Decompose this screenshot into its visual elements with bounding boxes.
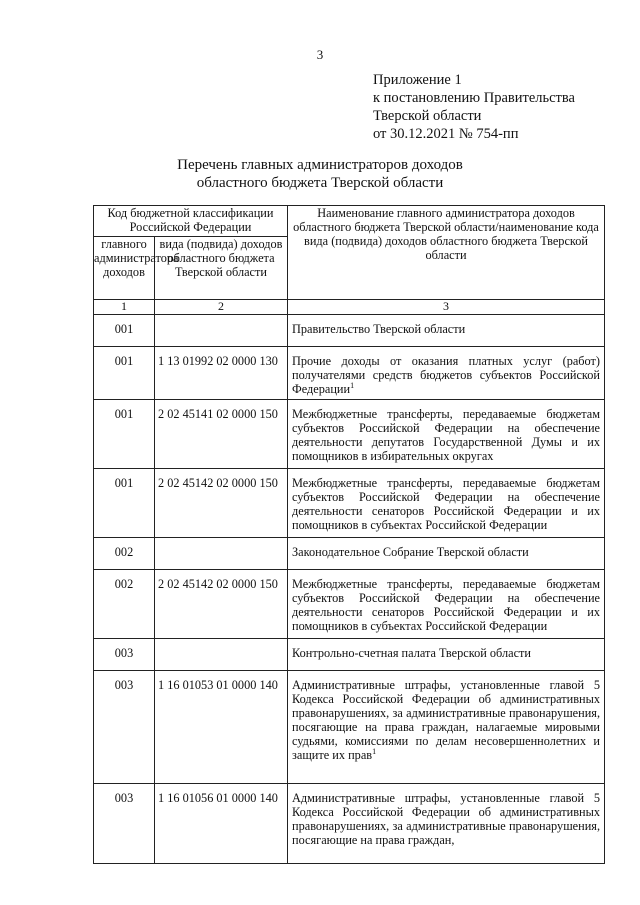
table-row	[94, 400, 605, 469]
revenue-code-cell	[155, 639, 288, 671]
name-text: Контрольно-счетная палата Тверской области	[292, 646, 531, 660]
admin-code-cell: 002	[94, 538, 155, 570]
revenue-code-cell	[155, 538, 288, 570]
appendix-line: от 30.12.2021 № 754-пп	[373, 126, 519, 142]
table-row	[94, 570, 605, 639]
name-text: Межбюджетные трансферты, передаваемые бюджетам субъектов Российской Федерации на обеспечение деятельности сенаторов Российской Федерации и их помощников в субъектах Российской Федерации	[292, 577, 601, 633]
table-row	[94, 671, 605, 784]
document-title	[0, 156, 640, 192]
table-row	[94, 347, 605, 400]
table-row	[94, 538, 605, 570]
name-cell	[288, 469, 605, 538]
table-body	[94, 315, 605, 864]
admin-code-cell: 001	[94, 315, 155, 347]
footnote-marker: 1	[350, 380, 355, 390]
revenue-code-cell: 2 02 45141 02 0000 150	[155, 400, 288, 469]
name-text: Прочие доходы от оказания платных услуг (работ) получателями средств бюджетов субъектов Российской Федерации	[292, 354, 601, 396]
name-text: Межбюджетные трансферты, передаваемые бюджетам субъектов Российской Федерации на обеспечение деятельности сенаторов Российской Федерации и их помощников в субъектах Российской Федерации	[292, 476, 601, 532]
admin-code-cell: 002	[94, 570, 155, 639]
title-line: областного бюджета Тверской области	[196, 175, 444, 191]
revenue-code-cell: 2 02 45142 02 0000 150	[155, 469, 288, 538]
revenue-administrators-table	[93, 205, 605, 864]
table-row	[94, 639, 605, 671]
appendix-block	[373, 71, 575, 143]
revenue-code-cell: 1 16 01053 01 0000 140	[155, 671, 288, 784]
revenue-code-cell: 2 02 45142 02 0000 150	[155, 570, 288, 639]
header-name: Наименование главного администратора доходов областного бюджета Тверской области/наименование кода вида (подвида) доходов областного бюджета Тверской области	[288, 206, 605, 300]
header-revenue-code: вида (подвида) доходов областного бюджета Тверской области	[155, 237, 288, 300]
footnote-marker: 1	[372, 746, 377, 756]
column-number: 2	[155, 300, 288, 315]
table-row	[94, 469, 605, 538]
revenue-code-cell: 1 16 01056 01 0000 140	[155, 784, 288, 864]
name-cell	[288, 347, 605, 400]
name-cell	[288, 784, 605, 864]
name-text: Административные штрафы, установленные главой 5 Кодекса Российской Федерации об административных правонарушениях, за административные правонарушения, посягающие на права граждан, налагаемые мировыми судьями, комиссиями по делам несовершеннолетних и защите их прав	[292, 678, 601, 762]
name-text: Правительство Тверской области	[292, 322, 466, 336]
revenue-code-cell	[155, 315, 288, 347]
admin-code-cell: 001	[94, 400, 155, 469]
name-text: Административные штрафы, установленные главой 5 Кодекса Российской Федерации об административных правонарушениях, за административные правонарушения, посягающие на права граждан,	[292, 791, 601, 847]
table-row	[94, 784, 605, 864]
name-cell	[288, 315, 605, 347]
header-admin-code: главного администратора доходов	[94, 237, 155, 300]
page-number: 3	[316, 47, 324, 62]
name-text: Межбюджетные трансферты, передаваемые бюджетам субъектов Российской Федерации на обеспечение деятельности депутатов Государственной Думы и их помощников в избирательных округах	[292, 407, 601, 463]
admin-code-cell: 003	[94, 671, 155, 784]
appendix-line: Приложение 1	[373, 72, 462, 88]
title-line: Перечень главных администраторов доходов	[177, 157, 463, 173]
header-code-group: Код бюджетной классификации Российской Федерации	[94, 206, 288, 237]
name-cell	[288, 400, 605, 469]
column-number: 1	[94, 300, 155, 315]
appendix-line: Тверской области	[373, 108, 482, 124]
name-cell	[288, 570, 605, 639]
column-number: 3	[288, 300, 605, 315]
admin-code-cell: 003	[94, 784, 155, 864]
name-text: Законодательное Собрание Тверской области	[292, 545, 529, 559]
name-cell	[288, 639, 605, 671]
name-cell	[288, 538, 605, 570]
admin-code-cell: 001	[94, 347, 155, 400]
revenue-code-cell: 1 13 01992 02 0000 130	[155, 347, 288, 400]
appendix-line: к постановлению Правительства	[373, 90, 575, 106]
admin-code-cell: 001	[94, 469, 155, 538]
admin-code-cell: 003	[94, 639, 155, 671]
name-cell	[288, 671, 605, 784]
table-row	[94, 315, 605, 347]
